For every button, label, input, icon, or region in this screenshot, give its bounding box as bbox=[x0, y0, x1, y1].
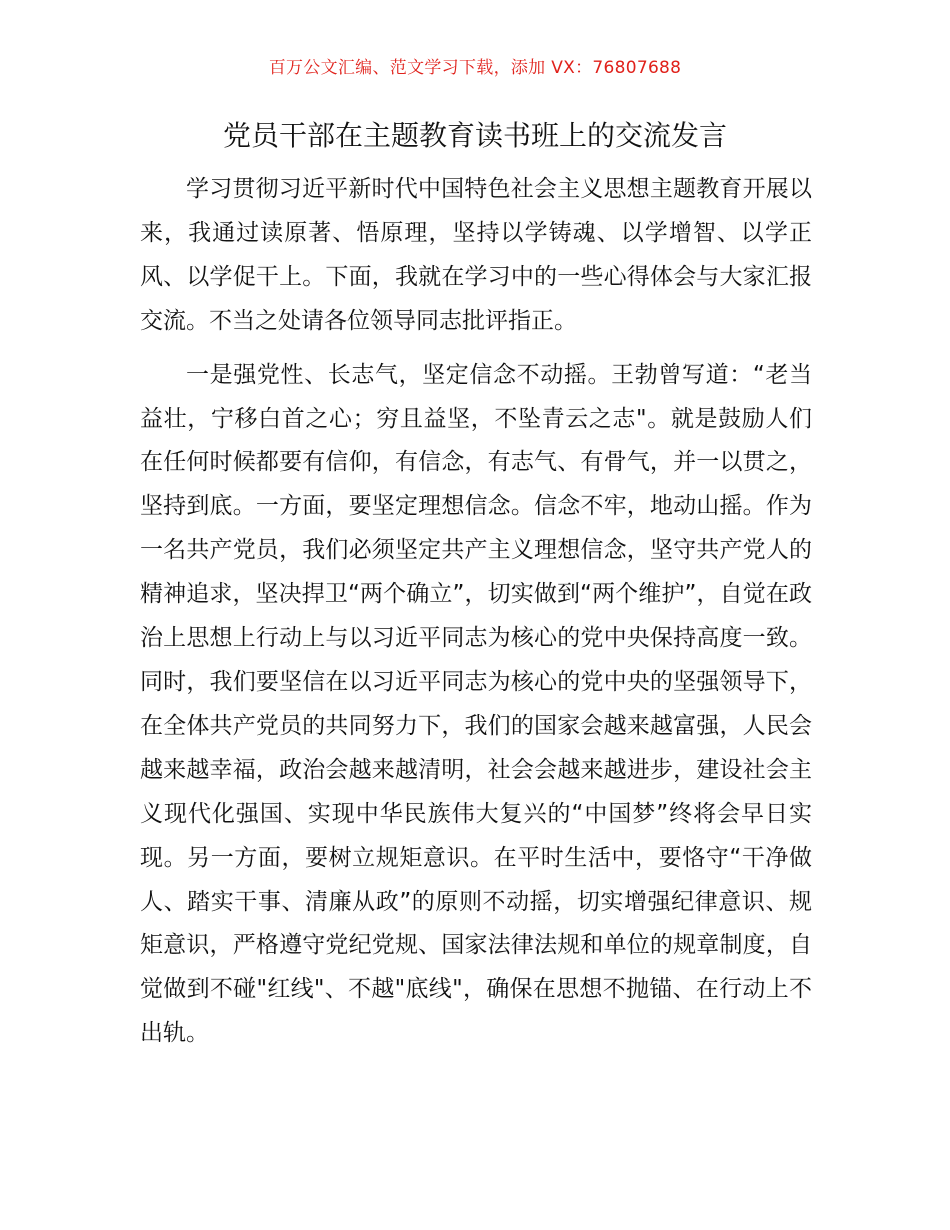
paragraph-intro: 学习贯彻习近平新时代中国特色社会主义思想主题教育开展以来，我通过读原著、悟原理，坚持以学铸魂、以学增智、以学正风、以学促干上。下面，我就在学习中的一些心得体会与大家汇报交流。不当之处请各位领导同志批评指正。 bbox=[140, 176, 812, 334]
document-title: 党员干部在主题教育读书班上的交流发言 bbox=[222, 119, 727, 152]
promo-banner: 百万公文汇编、范文学习下载，添加 VX：76807688 bbox=[268, 58, 682, 78]
document-body bbox=[140, 168, 812, 1056]
paragraph-point-one: 一是强党性、长志气，坚定信念不动摇。王勃曾写道：“老当益壮，宁移白首之心；穷且益坚，不坠青云之志"。就是鼓励人们在任何时候都要有信仰，有信念，有志气、有骨气，并一以贯之，坚持到底。一方面，要坚定理想信念。信念不牢，地动山摇。作为一名共产党员，我们必须坚定共产主义理想信念，坚守共产党人的精神追求，坚决捍卫“两个确立”，切实做到“两个维护”，自觉在政治上思想上行动上与以习近平同志为核心的党中央保持高度一致。同时，我们要坚信在以习近平同志为核心的党中央的坚强领导下，在全体共产党员的共同努力下，我们的国家会越来越富强，人民会越来越幸福，政治会越来越清明，社会会越来越进步，建设社会主义现代化强国、实现中华民族伟大复兴的“中国梦”终将会早日实现。另一方面，要树立规矩意识。在平时生活中，要恪守“干净做人、踏实干事、清廉从政”的原则不动摇，切实增强纪律意识、规矩意识，严格遵守党纪党规、国家法律法规和单位的规章制度，自觉做到不碰"红线"、不越"底线"，确保在思想不抛锚、在行动上不出轨。 bbox=[140, 361, 812, 1047]
